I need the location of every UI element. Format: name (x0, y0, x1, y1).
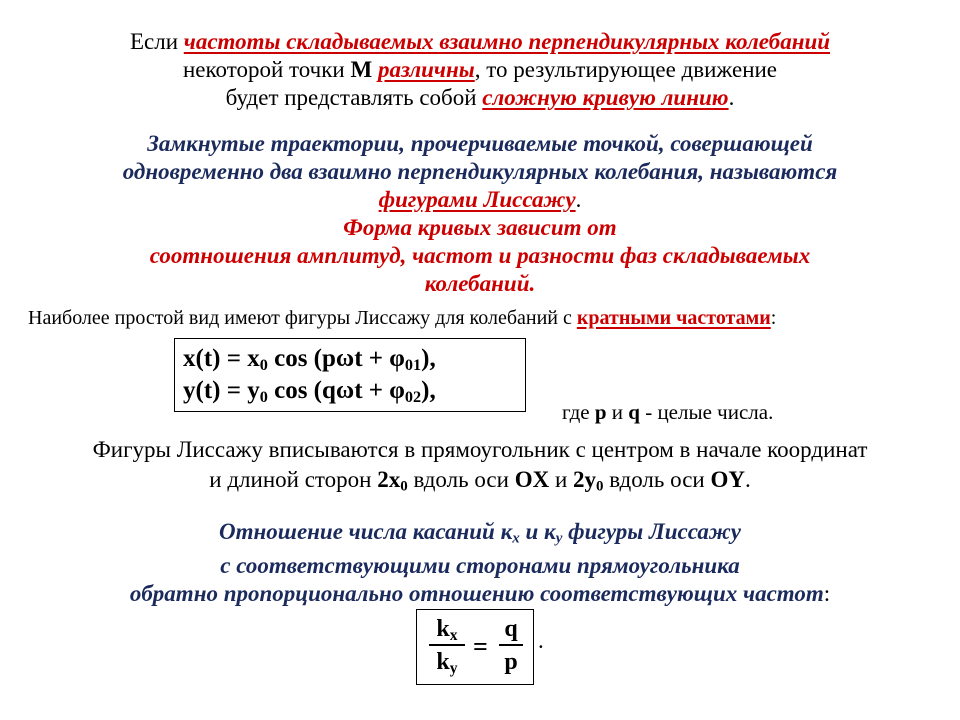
sub-y: y (449, 659, 458, 677)
equation-y (183, 375, 525, 407)
definition-line-2: одновременно два взаимно перпендикулярных колебания, называются (122, 159, 838, 184)
shape-line-3: колебаний. (424, 271, 536, 296)
intro-text: некоторой точки (182, 57, 351, 82)
eq-sub: 0 (259, 356, 268, 375)
var-p: p (594, 400, 607, 424)
definition-line-3 (0, 186, 960, 214)
tangency-text: обратно пропорционально отношению соответствующих частот (129, 581, 824, 606)
point-m: М (350, 57, 373, 82)
k-sub: x (512, 530, 520, 547)
k-sub: y (555, 530, 563, 547)
equation-x (183, 343, 525, 375)
axis-oy: OY (710, 467, 745, 492)
tangency-text: фигуры Лиссажу (562, 519, 741, 544)
side-2x0: 2x (377, 467, 401, 492)
equals-sign: = (473, 632, 488, 661)
tangency-colon: : (823, 581, 831, 606)
k-letter: k (436, 616, 450, 642)
phi-symbol: φ (389, 377, 405, 404)
tangency-text: и (519, 519, 545, 544)
tangency-line-1 (0, 518, 960, 546)
eq-text: ), (421, 345, 436, 372)
lissajous-term: фигурами Лиссажу (378, 187, 576, 212)
definition-paragraph (0, 130, 960, 298)
eq-sub: 0 (259, 388, 268, 407)
eq-text: ), (421, 377, 436, 404)
k-letter: k (436, 649, 450, 675)
simple-form-line (0, 304, 960, 332)
eq-sub: 01 (404, 356, 422, 375)
intro-highlight-different: различны (377, 57, 475, 82)
oscillation-equations (174, 338, 526, 412)
note-text: - целые числа. (639, 400, 774, 424)
denominator-p: p (504, 649, 518, 675)
rect-text: и (549, 467, 573, 492)
simple-form-colon: : (770, 307, 777, 329)
sub-x: x (449, 626, 458, 644)
shape-line-2: соотношения амплитуд, частот и разности фаз складываемых (149, 243, 811, 268)
k-symbol: к (500, 519, 513, 544)
eq-text: y(t) = y (183, 377, 260, 404)
tangency-paragraph (0, 518, 960, 608)
eq-text: x(t) = x (183, 345, 260, 372)
intro-highlight-curve: сложную кривую линию (482, 85, 729, 110)
phi-symbol: φ (389, 345, 405, 372)
tangency-line-2: с соответствующими сторонами прямоугольника (220, 553, 740, 578)
side-2y0: 2y (573, 467, 596, 492)
note-text: и (606, 400, 629, 424)
eq-text: cos (p (267, 345, 336, 372)
tangency-ratio-formula (416, 609, 534, 685)
omega-symbol: ω (335, 345, 355, 372)
rectangle-line-2 (0, 466, 960, 494)
simple-form-paragraph (0, 304, 960, 332)
fraction-k (429, 614, 465, 676)
ratio-dot: . (538, 628, 544, 653)
rectangle-line-1: Фигуры Лиссажу вписываются в прямоугольник с центром в начале координат (92, 437, 868, 462)
integer-note (562, 398, 773, 426)
tangency-text: Отношение числа касаний (219, 519, 501, 544)
eq-text: cos (q (267, 377, 336, 404)
intro-line-1 (0, 28, 960, 56)
definition-dot: . (575, 187, 582, 212)
eq-text: t + (354, 377, 390, 404)
eq-sub: 02 (404, 388, 422, 407)
numerator-q: q (504, 616, 518, 642)
intro-paragraph (0, 28, 960, 112)
rect-text: вдоль оси (407, 467, 515, 492)
simple-form-text: Наиболее простой вид имеют фигуры Лиссажу для колебаний с (28, 307, 577, 329)
rect-sub: 0 (596, 478, 604, 495)
intro-text: , то результирующее движение (474, 57, 778, 82)
tangency-line-3 (0, 580, 960, 608)
intro-text: будет представлять собой (225, 85, 483, 110)
eq-text: t + (354, 345, 390, 372)
note-text: где (562, 400, 595, 424)
definition-line-1: Замкнутые траектории, прочерчиваемые точкой, совершающей (147, 131, 813, 156)
omega-symbol: ω (335, 377, 355, 404)
shape-line-1: Форма кривых зависит от (343, 215, 617, 240)
intro-text: Если (129, 29, 184, 54)
rect-text: вдоль оси (603, 467, 711, 492)
intro-highlight-frequencies: частоты складываемых взаимно перпендикулярных колебаний (183, 29, 831, 54)
intro-line-2 (0, 56, 960, 84)
rectangle-paragraph (0, 436, 960, 494)
axis-ox: OX (514, 467, 550, 492)
numerator-kx (429, 614, 465, 644)
multiple-frequencies: кратными частотами (576, 307, 771, 329)
k-symbol: к (544, 519, 556, 544)
rect-sub: 0 (400, 478, 408, 495)
var-q: q (628, 400, 640, 424)
rect-text: . (744, 467, 751, 492)
denominator-ky (429, 646, 465, 676)
fraction-qp (499, 614, 523, 676)
intro-line-3 (0, 84, 960, 112)
intro-text: . (728, 85, 735, 110)
rect-text: и длиной сторон (209, 467, 378, 492)
